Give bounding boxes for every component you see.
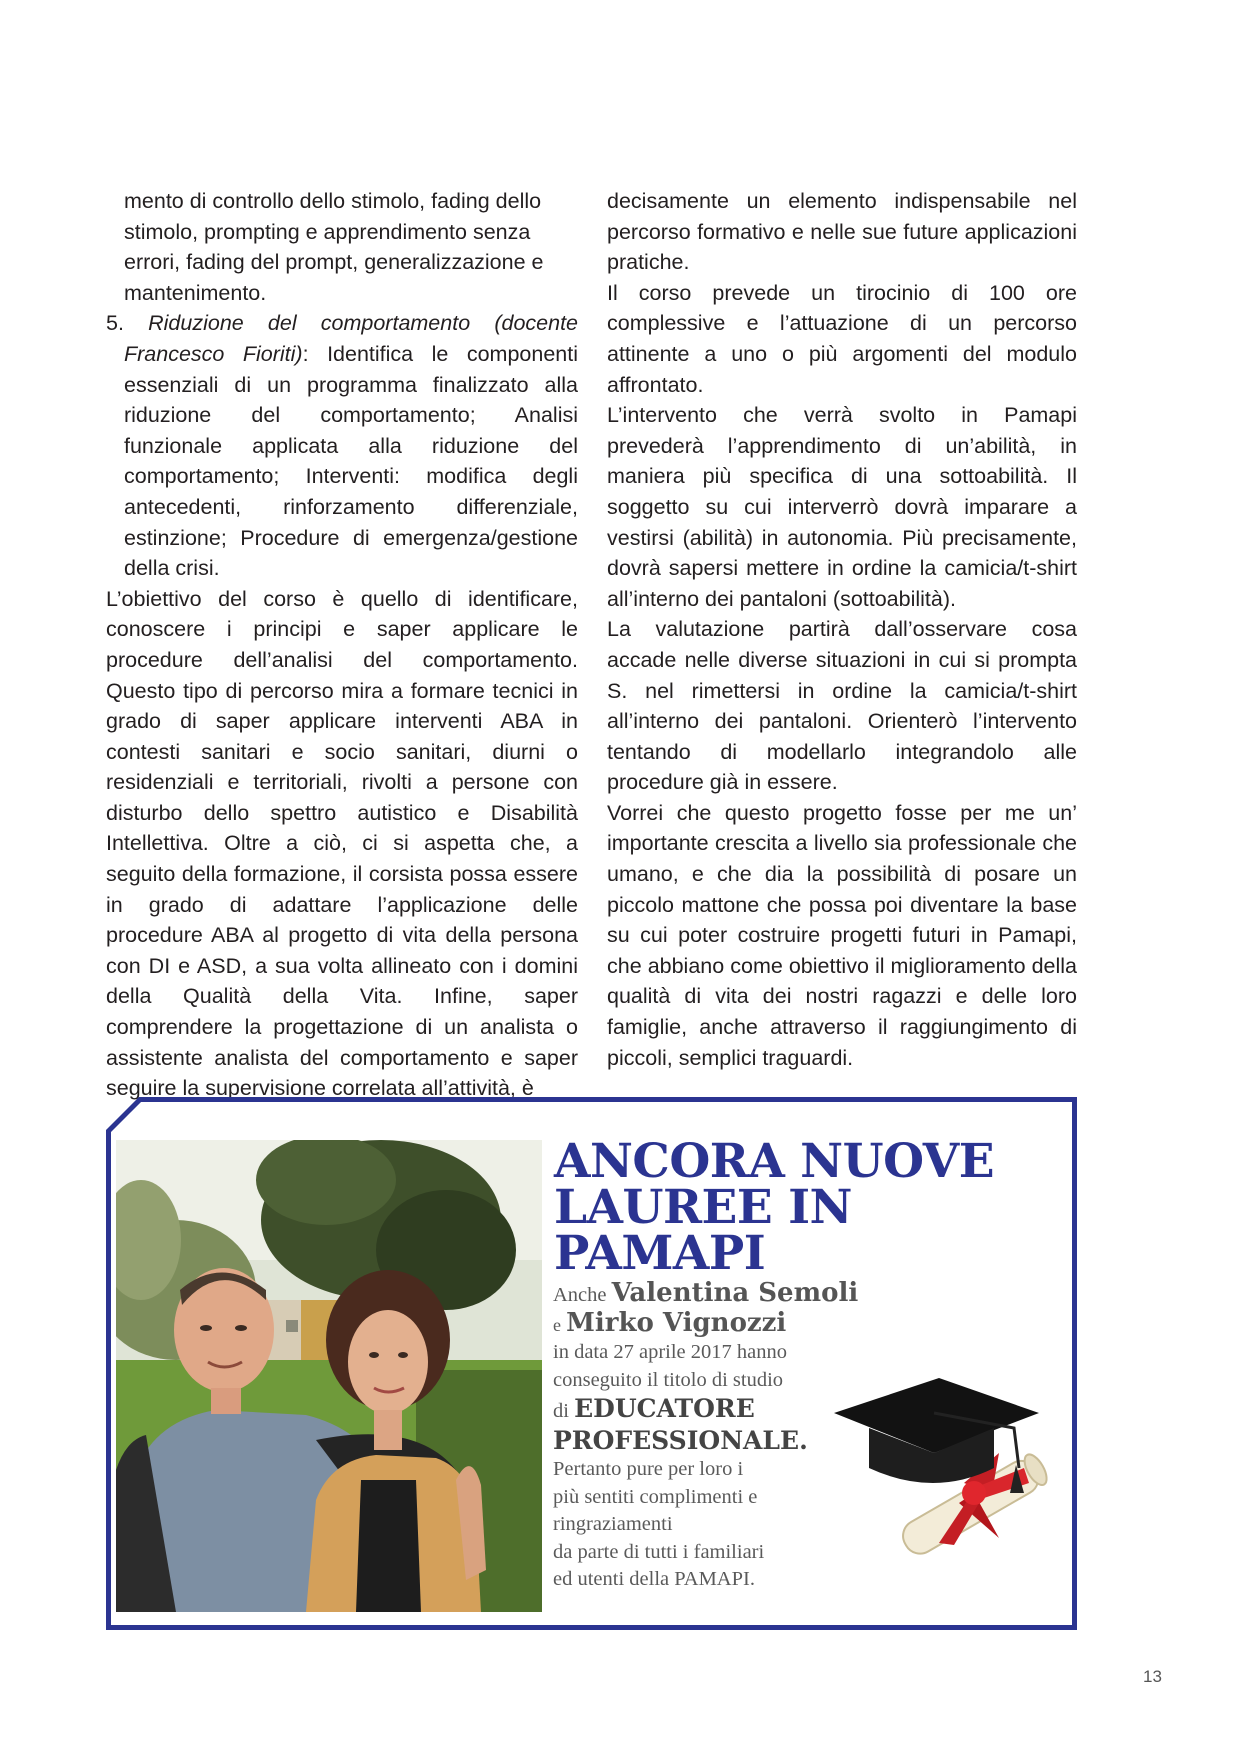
text-line: da parte di tutti i familiari [553,1540,765,1563]
left-text-column [106,186,578,1104]
text-fragment: Anche [553,1284,607,1306]
graduate-name: Mirko Vignozzi [566,1307,787,1338]
text-line: ed utenti della PAMAPI. [553,1568,755,1591]
graduation-cap-icon [824,1373,1064,1573]
text-line: stimolo, prompting e apprendimento senza [124,219,531,244]
paragraph: Il corso prevede un tirocinio di 100 ore complessive e l’attuazione di un percorso attinente a uno o più argomenti del modulo affrontato. [607,280,1077,397]
paragraph: L’obiettivo del corso è quello di identificare, conoscere i principi e saper applicare le procedure dell’analisi del comportamento. Questo tipo di percorso mira a formare tecnici in grado di saper applicare interventi ABA in contesti sanitari e socio sanitari, diurni o residenziali e territoriali, rivolti a persone con disturbo dello spettro autistico e Disabilità Intellettiva. Oltre a ciò, ci si aspetta che, a seguito della formazione, il corsista possa essere in grado di adattare l’applicazione delle procedure ABA al progetto di vita della persona con DI e ASD, a sua volta allineato con i domini della Qualità della Vita. Infine, saper comprendere la progettazione di un analista o assistente analista del comportamento e saper seguire la supervisione correlata all’attività, è [106,586,578,1101]
list-item-4-continuation [106,186,578,308]
text-fragment: di [553,1400,569,1423]
list-number: 5. [106,311,124,336]
graduate-name: Valentina Semoli [611,1278,859,1308]
text-line: più sentiti complimenti e [553,1485,758,1508]
paragraph: decisamente un elemento indispensabile nel percorso formativo e nelle sue future applicazioni pratiche. [607,189,1077,275]
text-line: ringraziamenti [553,1513,673,1536]
list-item-text: : Identifica le componenti essenziali di un programma finalizzato alla riduzione del comportamento; Analisi funzionale applicata alla riduzione del comportamento; Interventi: modifica degli antecedenti, rinforzamento differenziale, estinzione; Procedure di emergenza/gestione della crisi. [124,341,578,581]
list-item-title: Riduzione del comportamento (docente Francesco Fioriti) [124,311,578,366]
text-line: errori, fading del prompt, generalizzazione e [124,250,544,275]
degree-title: EDUCATORE [574,1394,755,1424]
text-line: mantenimento. [124,280,267,305]
paragraph: La valutazione partirà dall’osservare cosa accade nelle diverse situazioni in cui si prompta S. nel rimettersi in ordine la camicia/t-shirt all’interno dei pantaloni. Orienterò l’intervento tentando di modellarlo integrandolo alle procedure già in essere. [607,617,1077,795]
text-line: Pertanto pure per loro i [553,1457,744,1480]
page-number: 13 [1143,1667,1162,1686]
list-item-5 [106,308,578,583]
paragraph: Vorrei che questo progetto fosse per me un’ importante crescita a livello sia professionale che umano, e che dia la possibilità di posare un piccolo mattone che possa poi diventare la base su cui poter costruire progetti futuri in Pamapi, che abbiano come obiettivo il miglioramento della qualità di vita dei nostri ragazzi e delle loro famiglie, anche attraverso il raggiungimento di piccoli, semplici traguardi. [607,800,1077,1070]
text-line: in data 27 aprile 2017 hanno [553,1341,787,1364]
degree-title: PROFESSIONALE. [553,1425,808,1455]
title-line: ANCORA NUOVE [554,1134,995,1189]
text-fragment: e [553,1314,561,1335]
box-title [554,1134,1077,1281]
text-line: conseguito il titolo di studio [553,1368,784,1391]
graduates-photo [116,1140,542,1612]
title-line: LAUREE IN PAMAPI [554,1180,853,1281]
graduation-announcement-box [106,1097,1077,1630]
paragraph: L’intervento che verrà svolto in Pamapi prevederà l’apprendimento di un’abilità, in maniera più specifica di una sottoabilità. Il soggetto su cui interverrò dovrà imparare a vestirsi (abilità) in autonomia. Più precisamente, dovrà sapersi mettere in ordine la camicia/t-shirt all’interno dei pantaloni (sottoabilità). [607,403,1077,611]
announcement-text [553,1278,859,1594]
text-line: mento di controllo dello stimolo, fading dello [124,189,542,213]
right-text-column [607,186,1077,1073]
